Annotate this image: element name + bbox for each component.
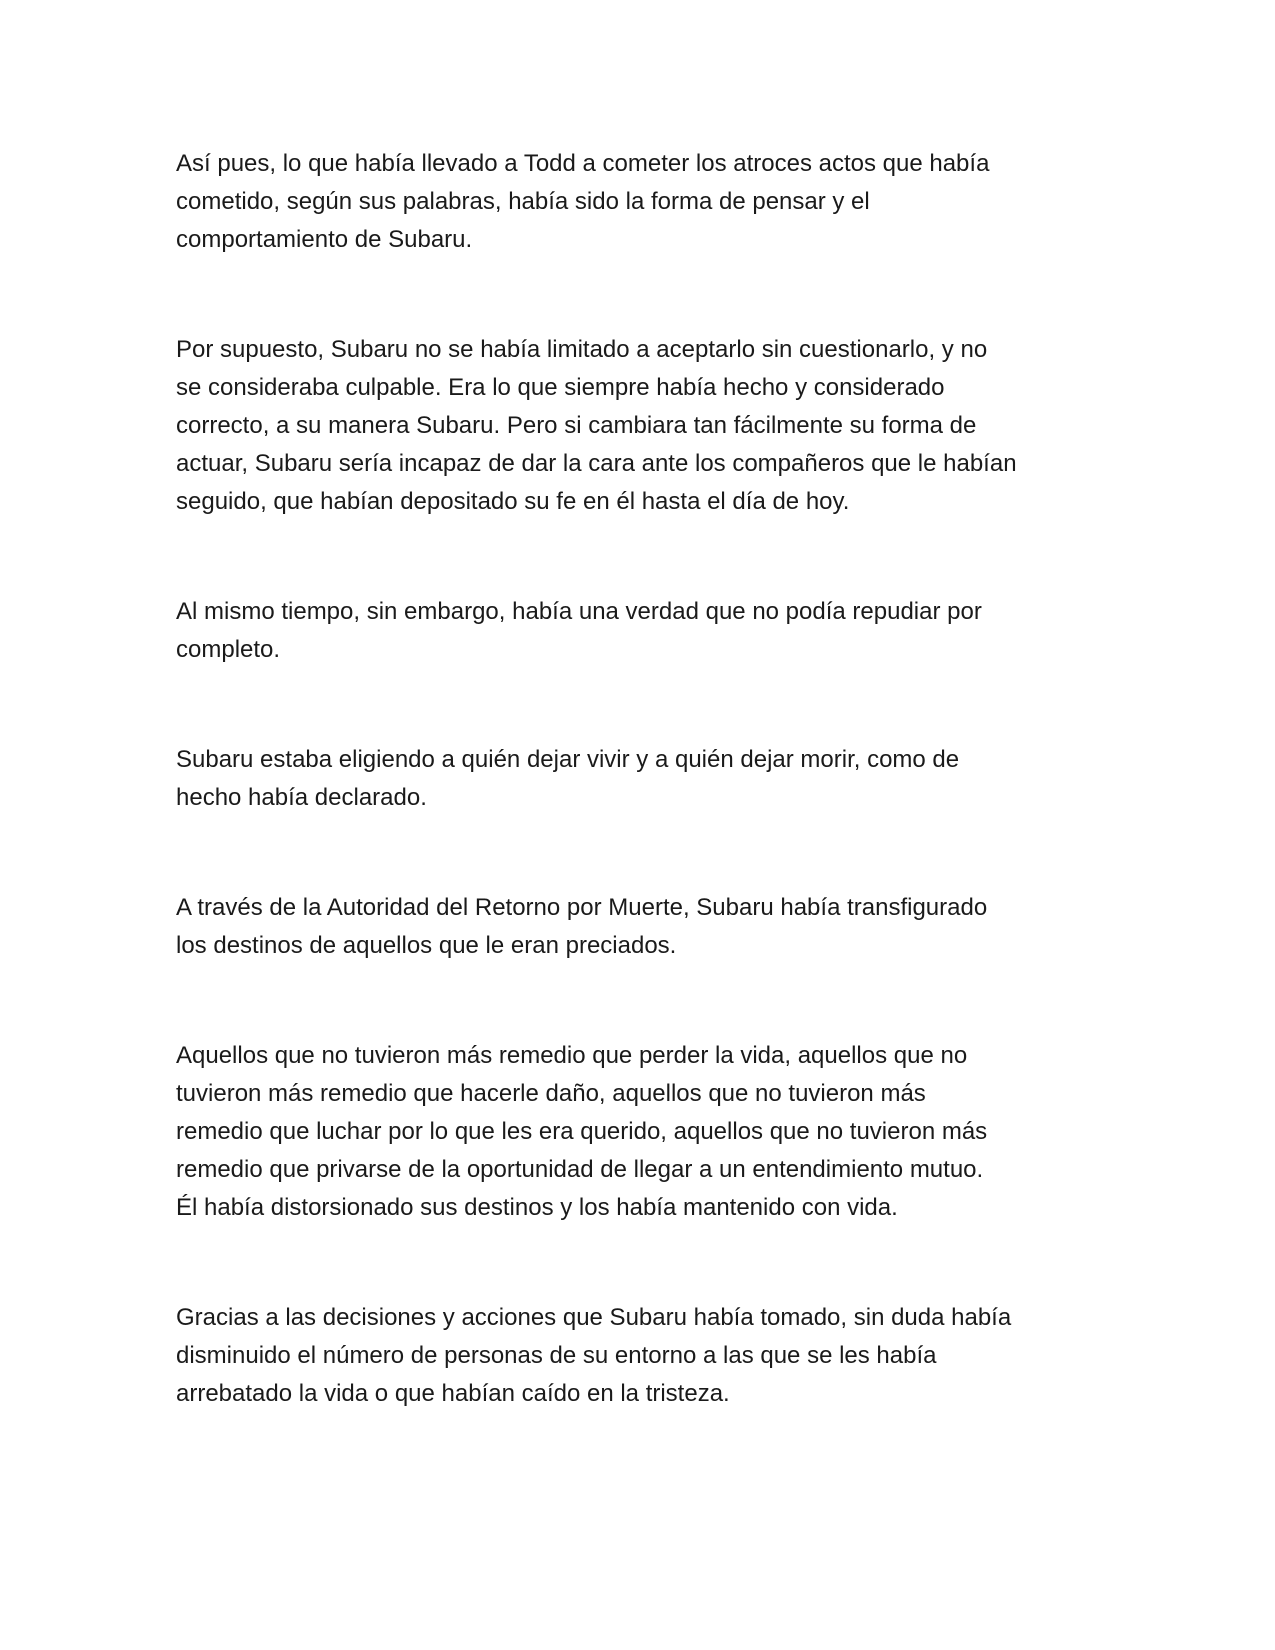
document-body: [176, 145, 1106, 1413]
paragraph-4: Subaru estaba eligiendo a quién dejar vivir y a quién dejar morir, como de hecho había declarado.: [176, 746, 960, 811]
paragraph-5: A través de la Autoridad del Retorno por Muerte, Subaru había transfigurado los destinos de aquellos que le eran preciados.: [176, 894, 988, 959]
paragraph-6: Aquellos que no tuvieron más remedio que perder la vida, aquellos que no tuvieron más remedio que hacerle daño, aquellos que no tuvieron más remedio que luchar por lo que les era querido, aquellos que no tuvieron más remedio que privarse de la oportunidad de llegar a un entendimiento mutuo. Él había distorsionado sus destinos y los había mantenido con vida.: [176, 1042, 988, 1221]
paragraph-3: Al mismo tiempo, sin embargo, había una verdad que no podía repudiar por completo.: [176, 598, 982, 663]
paragraph-1: Así pues, lo que había llevado a Todd a cometer los atroces actos que había cometido, según sus palabras, había sido la forma de pensar y el comportamiento de Subaru.: [176, 150, 990, 253]
paragraph-7: Gracias a las decisiones y acciones que Subaru había tomado, sin duda había disminuido el número de personas de su entorno a las que se les había arrebatado la vida o que habían caído en la tristeza.: [176, 1304, 1012, 1407]
paragraph-2: Por supuesto, Subaru no se había limitado a aceptarlo sin cuestionarlo, y no se consideraba culpable. Era lo que siempre había hecho y considerado correcto, a su manera Subaru. Pero si cambiara tan fácilmente su forma de actuar, Subaru sería incapaz de dar la cara ante los compañeros que le habían seguido, que habían depositado su fe en él hasta el día de hoy.: [176, 336, 1017, 515]
